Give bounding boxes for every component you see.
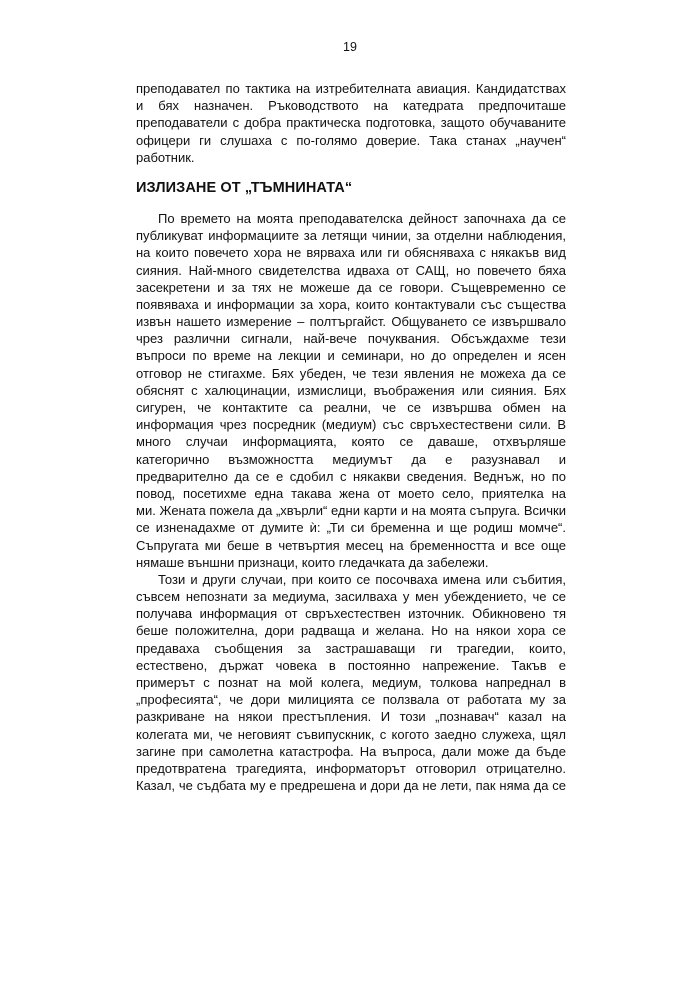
intro-line: преподаватели с добра практическа подготовка, защото обучаваните bbox=[136, 115, 566, 131]
paragraph-line: нямаше външни признаци, които гледачката да забележи. bbox=[136, 554, 489, 570]
paragraph-line: съвсем непознати за медиума, засилваха у мен убеждението, че се bbox=[136, 589, 566, 605]
paragraph-line: информация чрез посредник (медиум) със свръхестествени сили. В bbox=[136, 417, 566, 433]
paragraph-line: чрез различни сигнали, най-вече почуквания. Обсъждахме тези bbox=[136, 331, 566, 347]
body-text bbox=[136, 80, 566, 794]
intro-line: работник. bbox=[136, 149, 195, 165]
paragraph-line: публикуват информациите за летящи чинии, за отделни наблюдения, bbox=[136, 228, 566, 244]
paragraph-line: появяваха и информации за хора, които контактували със същества bbox=[136, 296, 566, 312]
page-number: 19 bbox=[343, 40, 357, 54]
intro-line: офицери ги слушаха с по-голямо доверие. Така станах „научен“ bbox=[136, 132, 566, 148]
intro-line: преподавател по тактика на изтребителната авиация. Кандидатствах bbox=[136, 81, 566, 96]
paragraph-line: беше положителна, дори радваща и желана. Но на някои хора се bbox=[136, 623, 566, 639]
paragraph-line: сияния. Най-много свидетелства идваха от САЩ, но повечето бяха bbox=[136, 262, 566, 278]
paragraph-line: получава информация от свръхестествен източник. Обикновено тя bbox=[136, 606, 566, 622]
paragraph-line: предаваха съобщения за застрашаващи ги трагедии, които, bbox=[136, 640, 566, 656]
paragraph-line: ми. Жената пожела да „хвърли“ едни карти и на моята съпруга. Всички bbox=[136, 503, 566, 519]
paragraph-line: Този и други случаи, при които се посочваха имена или събития, bbox=[158, 571, 566, 587]
paragraph-line: на които повечето хора не вярваха или ги обясняваха с някакъв вид bbox=[136, 245, 566, 261]
paragraph-line: предварително да се е сдобил с някакви сведения. Веднъж, но по bbox=[136, 468, 566, 484]
paragraph-line: извън нашето измерение – полтъргайст. Общуването се извършвало bbox=[136, 314, 566, 330]
paragraph-line: „професията“, че дори милицията се ползвала от работата му за bbox=[136, 692, 566, 708]
paragraph-line: примерът с познат на мой колега, медиум, толкова напреднал в bbox=[136, 675, 566, 690]
paragraph-line: се изненадахме от думите ѝ: „Ти си бременна и ще родиш момче“. bbox=[136, 520, 566, 536]
paragraph-line: Казал, че съдбата му е предрешена и дори да не лети, пак няма да се bbox=[136, 778, 566, 794]
paragraph-line: По времето на моята преподавателска дейност започнаха да се bbox=[158, 210, 566, 226]
paragraph-line: колегата ми, че неговият съвипускник, с когото заедно служеха, щял bbox=[136, 726, 566, 742]
paragraph-line: засекретени и за тях не можеше да се говори. Същевременно се bbox=[136, 279, 566, 295]
paragraph-line: разкриване на някои престъпления. И този „познавач“ казал на bbox=[136, 709, 566, 725]
paragraph-line: категорично възможността медиумът да е разузнавал и bbox=[136, 451, 566, 467]
paragraph-line: Съпругата ми беше в четвъртия месец на бременността и все още bbox=[136, 537, 566, 553]
section-heading: ИЗЛИЗАНЕ ОТ „ТЪМНИНАТА“ bbox=[136, 179, 353, 196]
paragraph-line: естествено, държат човека в постоянно напрежение. Такъв е bbox=[136, 657, 566, 673]
paragraph-line: сигурен, че контактите са реални, че се извършва обмен на bbox=[136, 400, 566, 415]
paragraph-line: отговор не стигахме. Бях убеден, че тези явления не можеха да се bbox=[136, 365, 566, 381]
paragraph-line: загине при самолетна катастрофа. На въпроса, дали може да бъде bbox=[136, 743, 566, 759]
intro-line: и бях назначен. Ръководството на катедрата предпочиташе bbox=[136, 98, 566, 114]
paragraph-line: предотвратена трагедията, информаторът отговорил отрицателно. bbox=[136, 760, 566, 776]
paragraph-line: въпроси по време на лекции и семинари, но до определен и ясен bbox=[136, 348, 566, 364]
paragraph-line: обяснят с халюцинации, измислици, въображения или сияния. Бях bbox=[136, 382, 566, 398]
paragraph-line: повод, посетихме една такава жена от моето село, приятелка на bbox=[136, 485, 566, 501]
paragraph-line: много случаи информацията, която се даваше, отхвърляше bbox=[136, 434, 566, 450]
